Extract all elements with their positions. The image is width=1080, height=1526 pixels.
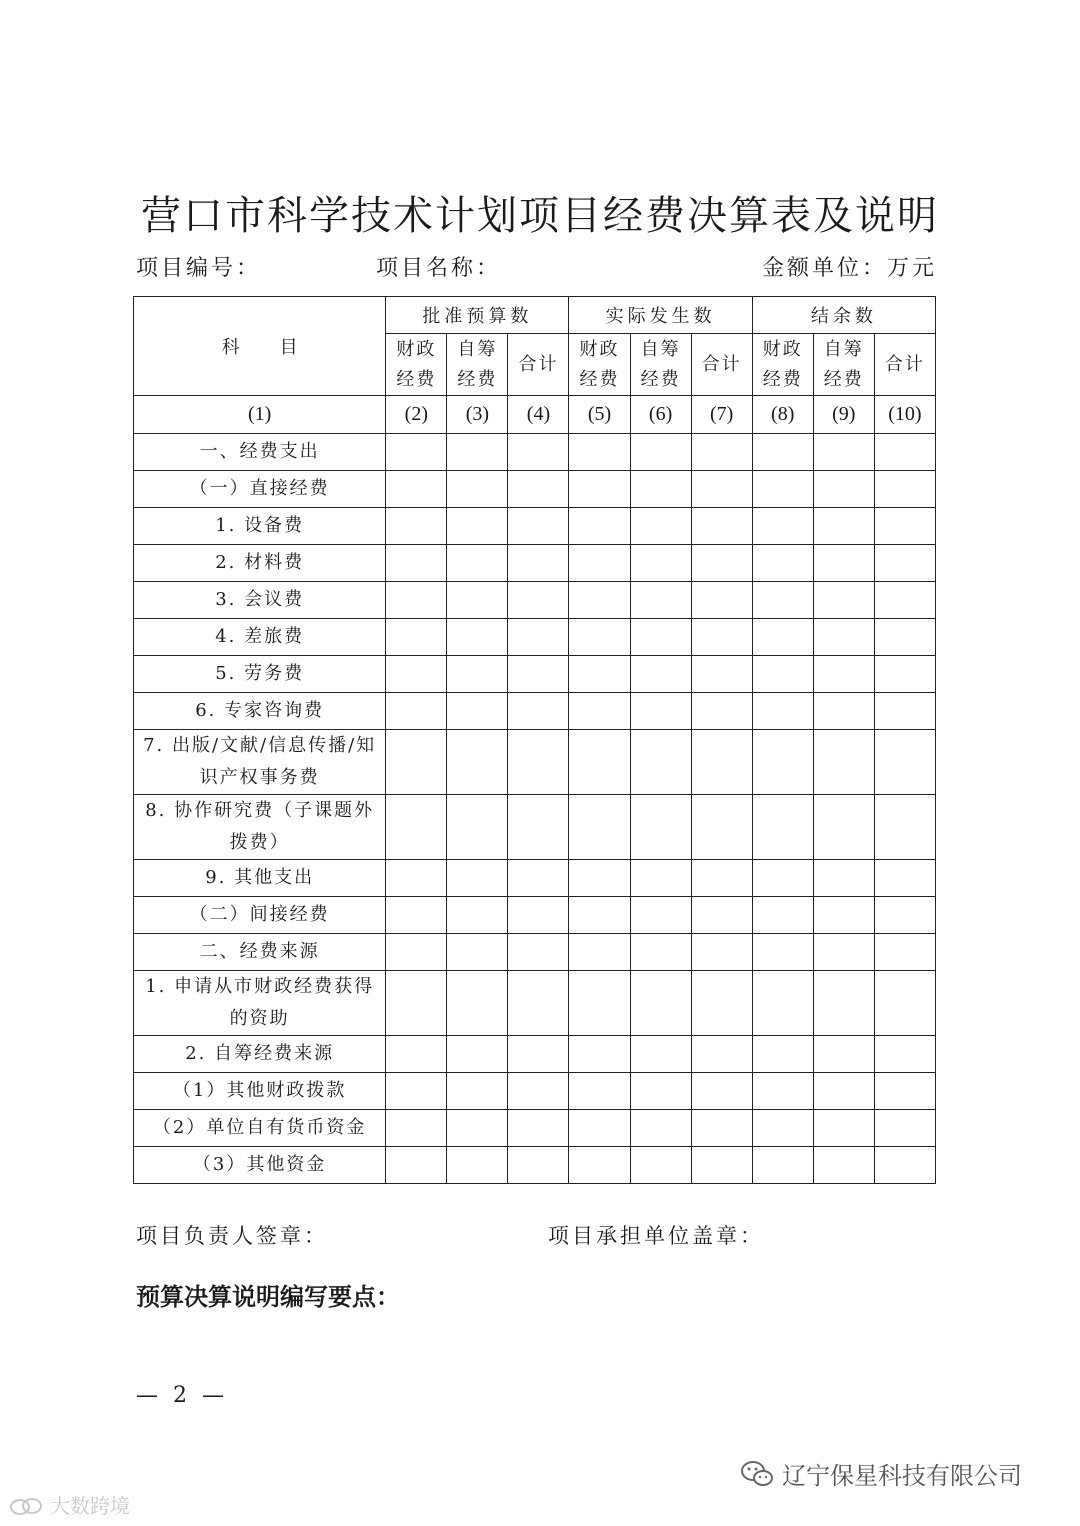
value-cell[interactable] [630, 545, 691, 582]
value-cell[interactable] [569, 434, 630, 471]
value-cell[interactable] [508, 1110, 569, 1147]
value-cell[interactable] [386, 693, 447, 730]
value-cell[interactable] [569, 508, 630, 545]
value-cell[interactable] [874, 1147, 935, 1184]
value-cell[interactable] [569, 693, 630, 730]
value-cell[interactable] [386, 1036, 447, 1073]
row-label: 5. 劳务费 [134, 656, 386, 693]
value-cell[interactable] [508, 897, 569, 934]
value-cell[interactable] [630, 934, 691, 971]
sub-header-line: 财政 [396, 338, 437, 360]
row-label: 7. 出版/文献/信息传播/知识产权事务费 [134, 730, 386, 795]
value-cell[interactable] [569, 656, 630, 693]
value-cell[interactable] [691, 730, 752, 795]
watermark-left [8, 1490, 130, 1519]
value-cell[interactable] [447, 1147, 508, 1184]
column-number: (10) [874, 396, 935, 434]
value-cell[interactable] [813, 897, 874, 934]
value-cell[interactable] [386, 656, 447, 693]
value-cell[interactable] [569, 795, 630, 860]
weibo-logo-icon [8, 1494, 44, 1516]
row-label: 2. 材料费 [134, 545, 386, 582]
value-cell[interactable] [813, 693, 874, 730]
value-cell[interactable] [508, 434, 569, 471]
sub-header-line: 财政 [762, 338, 803, 360]
value-cell[interactable] [813, 434, 874, 471]
row-label: （二）间接经费 [134, 897, 386, 934]
value-cell[interactable] [447, 619, 508, 656]
value-cell[interactable] [752, 508, 813, 545]
value-cell[interactable] [691, 545, 752, 582]
sub-header [752, 334, 813, 396]
value-cell[interactable] [386, 1147, 447, 1184]
value-cell[interactable] [752, 582, 813, 619]
value-cell[interactable] [874, 434, 935, 471]
value-cell[interactable] [630, 1036, 691, 1073]
table-row [134, 1147, 936, 1184]
value-cell[interactable] [386, 582, 447, 619]
value-cell[interactable] [691, 693, 752, 730]
value-cell[interactable] [874, 971, 935, 1036]
value-cell[interactable] [752, 1073, 813, 1110]
sub-header-line: 经费 [457, 368, 498, 390]
value-cell[interactable] [447, 1110, 508, 1147]
value-cell[interactable] [874, 795, 935, 860]
table-row [134, 897, 936, 934]
table-row [134, 471, 936, 508]
value-cell[interactable] [447, 971, 508, 1036]
table-row [134, 508, 936, 545]
sub-header [813, 334, 874, 396]
table-row [134, 582, 936, 619]
value-cell[interactable] [691, 897, 752, 934]
table-row [134, 971, 936, 1036]
value-cell[interactable] [569, 471, 630, 508]
table-row [134, 693, 936, 730]
value-cell[interactable] [752, 656, 813, 693]
row-label: 3. 会议费 [134, 582, 386, 619]
value-cell[interactable] [630, 656, 691, 693]
sub-header [508, 334, 569, 396]
project-number-label: 项目编号： [136, 256, 262, 281]
value-cell[interactable] [508, 471, 569, 508]
value-cell[interactable] [874, 471, 935, 508]
page-number: — 2 — [136, 1383, 228, 1408]
table-row [134, 730, 936, 795]
column-number: (7) [691, 396, 752, 434]
value-cell[interactable] [691, 1073, 752, 1110]
value-cell[interactable] [447, 1036, 508, 1073]
value-cell[interactable] [569, 619, 630, 656]
value-cell[interactable] [447, 656, 508, 693]
value-cell[interactable] [386, 934, 447, 971]
value-cell[interactable] [386, 795, 447, 860]
value-cell[interactable] [386, 619, 447, 656]
value-cell[interactable] [691, 619, 752, 656]
value-cell[interactable] [874, 619, 935, 656]
value-cell[interactable] [813, 508, 874, 545]
value-cell[interactable] [691, 934, 752, 971]
row-label: （一）直接经费 [134, 471, 386, 508]
column-number: (1) [134, 396, 386, 434]
value-cell[interactable] [813, 795, 874, 860]
table-row [134, 860, 936, 897]
value-cell[interactable] [569, 971, 630, 1036]
table-row [134, 1073, 936, 1110]
sub-header-line: 经费 [640, 368, 681, 390]
value-cell[interactable] [813, 582, 874, 619]
value-cell[interactable] [813, 1147, 874, 1184]
value-cell[interactable] [508, 508, 569, 545]
value-cell[interactable] [691, 434, 752, 471]
sub-header-line: 经费 [823, 368, 864, 390]
value-cell[interactable] [813, 1073, 874, 1110]
value-cell[interactable] [813, 1036, 874, 1073]
value-cell[interactable] [752, 934, 813, 971]
value-cell[interactable] [874, 1036, 935, 1073]
table-row [134, 545, 936, 582]
group-header-balance: 结余数 [752, 297, 935, 334]
sub-header-line: 经费 [762, 368, 803, 390]
value-cell[interactable] [752, 434, 813, 471]
watermark-left-text: 大数跨境 [50, 1494, 130, 1518]
value-cell[interactable] [447, 897, 508, 934]
value-cell[interactable] [508, 619, 569, 656]
value-cell[interactable] [630, 1110, 691, 1147]
row-label: 6. 专家咨询费 [134, 693, 386, 730]
value-cell[interactable] [691, 582, 752, 619]
value-cell[interactable] [813, 471, 874, 508]
value-cell[interactable] [752, 619, 813, 656]
value-cell[interactable] [691, 795, 752, 860]
row-label: （3）其他资金 [134, 1147, 386, 1184]
value-cell[interactable] [569, 1073, 630, 1110]
value-cell[interactable] [630, 1073, 691, 1110]
row-label: （1）其他财政拨款 [134, 1073, 386, 1110]
column-number: (5) [569, 396, 630, 434]
value-cell[interactable] [691, 656, 752, 693]
value-cell[interactable] [874, 730, 935, 795]
column-number: (9) [813, 396, 874, 434]
column-number: (4) [508, 396, 569, 434]
value-cell[interactable] [447, 795, 508, 860]
value-cell[interactable] [569, 730, 630, 795]
sub-header [630, 334, 691, 396]
value-cell[interactable] [386, 860, 447, 897]
value-cell[interactable] [691, 860, 752, 897]
value-cell[interactable] [386, 897, 447, 934]
value-cell[interactable] [752, 693, 813, 730]
value-cell[interactable] [569, 545, 630, 582]
value-cell[interactable] [386, 434, 447, 471]
value-cell[interactable] [569, 1110, 630, 1147]
row-label: 1. 申请从市财政经费获得的资助 [134, 971, 386, 1036]
value-cell[interactable] [813, 545, 874, 582]
project-name-label: 项目名称： [376, 256, 502, 281]
value-cell[interactable] [813, 860, 874, 897]
value-cell[interactable] [386, 545, 447, 582]
value-cell[interactable] [752, 971, 813, 1036]
sub-header [874, 334, 935, 396]
table-row [134, 656, 936, 693]
value-cell[interactable] [569, 1036, 630, 1073]
group-header-approved: 批准预算数 [386, 297, 569, 334]
value-cell[interactable] [447, 582, 508, 619]
value-cell[interactable] [447, 434, 508, 471]
leader-signature-label: 项目负责人签章： [136, 1224, 328, 1248]
sub-header-line: 合计 [701, 353, 742, 375]
sub-header [447, 334, 508, 396]
value-cell[interactable] [386, 971, 447, 1036]
value-cell[interactable] [447, 545, 508, 582]
value-cell[interactable] [874, 1110, 935, 1147]
value-cell[interactable] [874, 897, 935, 934]
value-cell[interactable] [508, 1036, 569, 1073]
value-cell[interactable] [630, 1147, 691, 1184]
row-label: 2. 自筹经费来源 [134, 1036, 386, 1073]
subject-header: 科目 [134, 297, 386, 396]
value-cell[interactable] [508, 860, 569, 897]
sub-header-line: 自筹 [823, 338, 864, 360]
value-cell[interactable] [874, 656, 935, 693]
value-cell[interactable] [508, 582, 569, 619]
value-cell[interactable] [508, 545, 569, 582]
value-cell[interactable] [630, 795, 691, 860]
sub-header-line: 经费 [579, 368, 620, 390]
wechat-logo-icon [740, 1460, 774, 1488]
value-cell[interactable] [752, 1036, 813, 1073]
sub-header [386, 334, 447, 396]
value-cell[interactable] [386, 471, 447, 508]
row-label: 一、经费支出 [134, 434, 386, 471]
row-label: 9. 其他支出 [134, 860, 386, 897]
value-cell[interactable] [752, 897, 813, 934]
value-cell[interactable] [630, 693, 691, 730]
table-row [134, 1110, 936, 1147]
value-cell[interactable] [508, 934, 569, 971]
value-cell[interactable] [569, 860, 630, 897]
value-cell[interactable] [752, 545, 813, 582]
value-cell[interactable] [874, 934, 935, 971]
value-cell[interactable] [630, 619, 691, 656]
value-cell[interactable] [630, 897, 691, 934]
value-cell[interactable] [630, 471, 691, 508]
value-cell[interactable] [691, 471, 752, 508]
value-cell[interactable] [569, 1147, 630, 1184]
value-cell[interactable] [691, 1147, 752, 1184]
row-label: 二、经费来源 [134, 934, 386, 971]
sub-header-line: 经费 [396, 368, 437, 390]
value-cell[interactable] [508, 1147, 569, 1184]
sub-header-line: 财政 [579, 338, 620, 360]
column-number: (6) [630, 396, 691, 434]
value-cell[interactable] [874, 508, 935, 545]
value-cell[interactable] [630, 508, 691, 545]
value-cell[interactable] [813, 656, 874, 693]
sub-header-line: 合计 [884, 353, 925, 375]
value-cell[interactable] [508, 795, 569, 860]
value-cell[interactable] [874, 582, 935, 619]
document-title: 营口市科学技术计划项目经费决算表及说明 [141, 193, 939, 239]
row-label: 4. 差旅费 [134, 619, 386, 656]
group-header-actual: 实际发生数 [569, 297, 752, 334]
value-cell[interactable] [569, 897, 630, 934]
value-cell[interactable] [508, 693, 569, 730]
row-label: 1. 设备费 [134, 508, 386, 545]
value-cell[interactable] [508, 971, 569, 1036]
sub-header-line: 自筹 [640, 338, 681, 360]
value-cell[interactable] [691, 1036, 752, 1073]
value-cell[interactable] [447, 1073, 508, 1110]
table-row [134, 795, 936, 860]
value-cell[interactable] [508, 1073, 569, 1110]
column-number: (8) [752, 396, 813, 434]
amount-unit-label: 金额单位：万元 [762, 256, 938, 281]
value-cell[interactable] [813, 1110, 874, 1147]
value-cell[interactable] [386, 730, 447, 795]
value-cell[interactable] [569, 582, 630, 619]
value-cell[interactable] [386, 1073, 447, 1110]
sub-header [569, 334, 630, 396]
value-cell[interactable] [752, 471, 813, 508]
value-cell[interactable] [447, 508, 508, 545]
notes-heading: 预算决算说明编写要点： [136, 1283, 400, 1311]
value-cell[interactable] [386, 508, 447, 545]
value-cell[interactable] [630, 730, 691, 795]
value-cell[interactable] [813, 934, 874, 971]
value-cell[interactable] [508, 656, 569, 693]
value-cell[interactable] [630, 860, 691, 897]
row-label: （2）单位自有货币资金 [134, 1110, 386, 1147]
value-cell[interactable] [752, 1147, 813, 1184]
column-number: (2) [386, 396, 447, 434]
value-cell[interactable] [447, 471, 508, 508]
table-row [134, 1036, 936, 1073]
value-cell[interactable] [813, 971, 874, 1036]
value-cell[interactable] [386, 1110, 447, 1147]
unit-seal-label: 项目承担单位盖章： [548, 1224, 764, 1248]
value-cell[interactable] [447, 934, 508, 971]
value-cell[interactable] [691, 508, 752, 545]
watermark-right [740, 1456, 1022, 1491]
value-cell[interactable] [447, 693, 508, 730]
watermark-right-text: 辽宁保星科技有限公司 [782, 1462, 1022, 1490]
value-cell[interactable] [569, 934, 630, 971]
sub-header-line: 自筹 [457, 338, 498, 360]
budget-settlement-table [133, 296, 936, 1184]
value-cell[interactable] [752, 1110, 813, 1147]
row-label: 8. 协作研究费（子课题外拨费） [134, 795, 386, 860]
column-number: (3) [447, 396, 508, 434]
value-cell[interactable] [508, 730, 569, 795]
value-cell[interactable] [630, 971, 691, 1036]
value-cell[interactable] [447, 730, 508, 795]
table-row [134, 434, 936, 471]
sub-header [691, 334, 752, 396]
value-cell[interactable] [813, 730, 874, 795]
value-cell[interactable] [447, 860, 508, 897]
value-cell[interactable] [813, 619, 874, 656]
table-row [134, 934, 936, 971]
value-cell[interactable] [630, 582, 691, 619]
value-cell[interactable] [691, 971, 752, 1036]
value-cell[interactable] [752, 730, 813, 795]
sub-header-line: 合计 [518, 353, 559, 375]
value-cell[interactable] [752, 795, 813, 860]
value-cell[interactable] [630, 434, 691, 471]
value-cell[interactable] [874, 545, 935, 582]
value-cell[interactable] [874, 1073, 935, 1110]
value-cell[interactable] [874, 693, 935, 730]
table-row [134, 619, 936, 656]
value-cell[interactable] [874, 860, 935, 897]
value-cell[interactable] [691, 1110, 752, 1147]
value-cell[interactable] [752, 860, 813, 897]
